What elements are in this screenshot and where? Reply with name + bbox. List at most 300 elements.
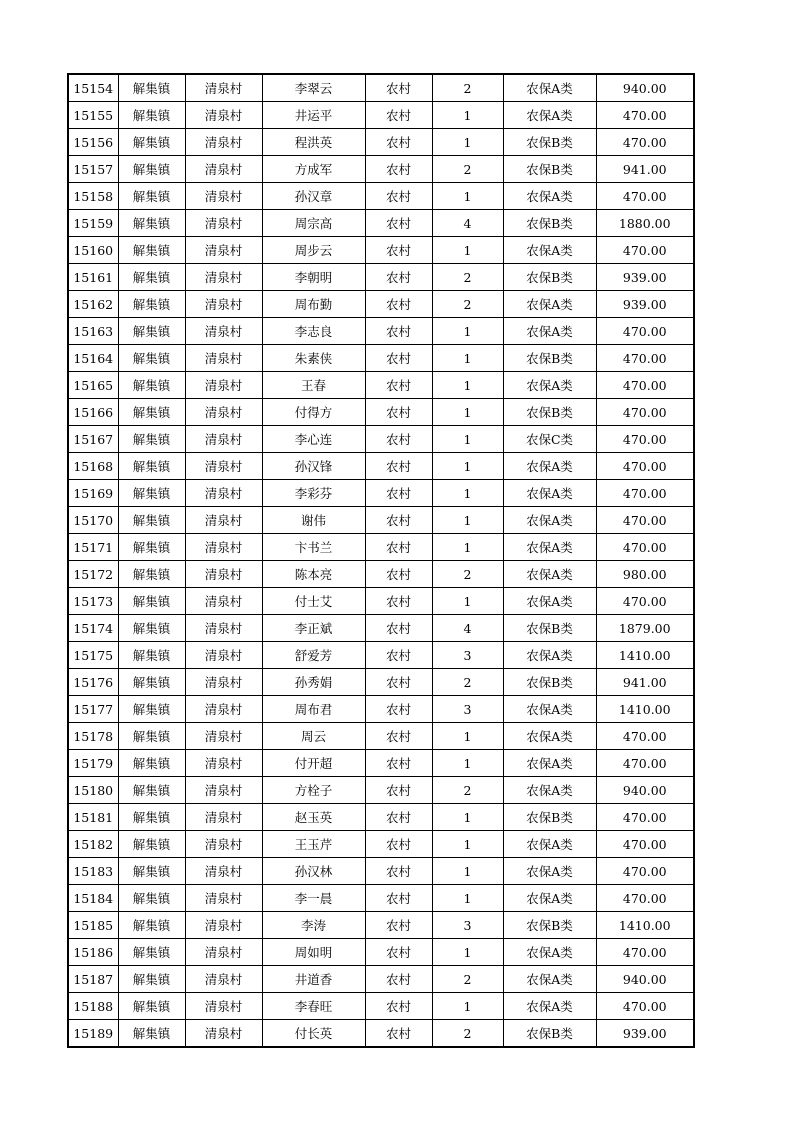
record-number-cell: 15183 bbox=[68, 858, 118, 885]
town-cell: 解集镇 bbox=[118, 696, 185, 723]
town-cell: 解集镇 bbox=[118, 804, 185, 831]
amount-cell: 940.00 bbox=[596, 777, 694, 804]
amount-cell: 470.00 bbox=[596, 480, 694, 507]
town-cell: 解集镇 bbox=[118, 1020, 185, 1048]
village-cell: 清泉村 bbox=[185, 669, 262, 696]
record-number-cell: 15180 bbox=[68, 777, 118, 804]
village-cell: 清泉村 bbox=[185, 453, 262, 480]
amount-cell: 470.00 bbox=[596, 399, 694, 426]
name-cell: 井运平 bbox=[262, 102, 365, 129]
member-count-cell: 1 bbox=[432, 480, 503, 507]
table-row bbox=[68, 156, 694, 183]
household-type-cell: 农村 bbox=[365, 507, 432, 534]
name-cell: 王春 bbox=[262, 372, 365, 399]
village-cell: 清泉村 bbox=[185, 750, 262, 777]
member-count-cell: 2 bbox=[432, 1020, 503, 1048]
insurance-category-cell: 农保B类 bbox=[503, 912, 596, 939]
member-count-cell: 2 bbox=[432, 74, 503, 102]
amount-cell: 980.00 bbox=[596, 561, 694, 588]
table-row bbox=[68, 534, 694, 561]
household-type-cell: 农村 bbox=[365, 426, 432, 453]
table-row bbox=[68, 102, 694, 129]
beneficiary-table bbox=[67, 73, 695, 1048]
insurance-category-cell: 农保A类 bbox=[503, 561, 596, 588]
amount-cell: 470.00 bbox=[596, 885, 694, 912]
household-type-cell: 农村 bbox=[365, 858, 432, 885]
amount-cell: 939.00 bbox=[596, 264, 694, 291]
insurance-category-cell: 农保A类 bbox=[503, 291, 596, 318]
name-cell: 周布勤 bbox=[262, 291, 365, 318]
amount-cell: 940.00 bbox=[596, 966, 694, 993]
name-cell: 付长英 bbox=[262, 1020, 365, 1048]
member-count-cell: 1 bbox=[432, 885, 503, 912]
table-row bbox=[68, 74, 694, 102]
amount-cell: 470.00 bbox=[596, 453, 694, 480]
household-type-cell: 农村 bbox=[365, 264, 432, 291]
member-count-cell: 1 bbox=[432, 318, 503, 345]
town-cell: 解集镇 bbox=[118, 561, 185, 588]
name-cell: 陈本亮 bbox=[262, 561, 365, 588]
name-cell: 李涛 bbox=[262, 912, 365, 939]
village-cell: 清泉村 bbox=[185, 966, 262, 993]
village-cell: 清泉村 bbox=[185, 156, 262, 183]
table-row bbox=[68, 804, 694, 831]
record-number-cell: 15189 bbox=[68, 1020, 118, 1048]
household-type-cell: 农村 bbox=[365, 345, 432, 372]
household-type-cell: 农村 bbox=[365, 561, 432, 588]
household-type-cell: 农村 bbox=[365, 1020, 432, 1048]
village-cell: 清泉村 bbox=[185, 831, 262, 858]
amount-cell: 1410.00 bbox=[596, 912, 694, 939]
amount-cell: 940.00 bbox=[596, 74, 694, 102]
town-cell: 解集镇 bbox=[118, 372, 185, 399]
name-cell: 舒爱芳 bbox=[262, 642, 365, 669]
household-type-cell: 农村 bbox=[365, 669, 432, 696]
record-number-cell: 15187 bbox=[68, 966, 118, 993]
insurance-category-cell: 农保B类 bbox=[503, 129, 596, 156]
household-type-cell: 农村 bbox=[365, 534, 432, 561]
name-cell: 朱素侠 bbox=[262, 345, 365, 372]
insurance-category-cell: 农保A类 bbox=[503, 831, 596, 858]
village-cell: 清泉村 bbox=[185, 237, 262, 264]
amount-cell: 941.00 bbox=[596, 669, 694, 696]
member-count-cell: 1 bbox=[432, 129, 503, 156]
amount-cell: 470.00 bbox=[596, 318, 694, 345]
town-cell: 解集镇 bbox=[118, 993, 185, 1020]
town-cell: 解集镇 bbox=[118, 129, 185, 156]
amount-cell: 470.00 bbox=[596, 345, 694, 372]
household-type-cell: 农村 bbox=[365, 372, 432, 399]
insurance-category-cell: 农保A类 bbox=[503, 588, 596, 615]
member-count-cell: 1 bbox=[432, 426, 503, 453]
amount-cell: 470.00 bbox=[596, 426, 694, 453]
name-cell: 程洪英 bbox=[262, 129, 365, 156]
record-number-cell: 15165 bbox=[68, 372, 118, 399]
record-number-cell: 15171 bbox=[68, 534, 118, 561]
insurance-category-cell: 农保A类 bbox=[503, 723, 596, 750]
table-row bbox=[68, 615, 694, 642]
amount-cell: 470.00 bbox=[596, 237, 694, 264]
record-number-cell: 15161 bbox=[68, 264, 118, 291]
insurance-category-cell: 农保B类 bbox=[503, 615, 596, 642]
town-cell: 解集镇 bbox=[118, 102, 185, 129]
table-row bbox=[68, 480, 694, 507]
village-cell: 清泉村 bbox=[185, 696, 262, 723]
name-cell: 周宗高 bbox=[262, 210, 365, 237]
town-cell: 解集镇 bbox=[118, 966, 185, 993]
table-row bbox=[68, 993, 694, 1020]
village-cell: 清泉村 bbox=[185, 534, 262, 561]
name-cell: 李彩芬 bbox=[262, 480, 365, 507]
household-type-cell: 农村 bbox=[365, 885, 432, 912]
town-cell: 解集镇 bbox=[118, 642, 185, 669]
insurance-category-cell: 农保A类 bbox=[503, 102, 596, 129]
amount-cell: 470.00 bbox=[596, 750, 694, 777]
village-cell: 清泉村 bbox=[185, 723, 262, 750]
town-cell: 解集镇 bbox=[118, 291, 185, 318]
village-cell: 清泉村 bbox=[185, 993, 262, 1020]
table-row bbox=[68, 561, 694, 588]
record-number-cell: 15172 bbox=[68, 561, 118, 588]
table-row bbox=[68, 129, 694, 156]
table-body bbox=[68, 74, 694, 1047]
amount-cell: 939.00 bbox=[596, 1020, 694, 1048]
household-type-cell: 农村 bbox=[365, 102, 432, 129]
insurance-category-cell: 农保A类 bbox=[503, 74, 596, 102]
table-row bbox=[68, 885, 694, 912]
town-cell: 解集镇 bbox=[118, 210, 185, 237]
amount-cell: 470.00 bbox=[596, 129, 694, 156]
record-number-cell: 15163 bbox=[68, 318, 118, 345]
table-row bbox=[68, 399, 694, 426]
name-cell: 赵玉英 bbox=[262, 804, 365, 831]
village-cell: 清泉村 bbox=[185, 912, 262, 939]
town-cell: 解集镇 bbox=[118, 156, 185, 183]
name-cell: 井道香 bbox=[262, 966, 365, 993]
name-cell: 李正斌 bbox=[262, 615, 365, 642]
record-number-cell: 15167 bbox=[68, 426, 118, 453]
amount-cell: 939.00 bbox=[596, 291, 694, 318]
town-cell: 解集镇 bbox=[118, 885, 185, 912]
member-count-cell: 1 bbox=[432, 183, 503, 210]
record-number-cell: 15158 bbox=[68, 183, 118, 210]
record-number-cell: 15168 bbox=[68, 453, 118, 480]
name-cell: 李春旺 bbox=[262, 993, 365, 1020]
table-row bbox=[68, 696, 694, 723]
record-number-cell: 15178 bbox=[68, 723, 118, 750]
town-cell: 解集镇 bbox=[118, 345, 185, 372]
village-cell: 清泉村 bbox=[185, 210, 262, 237]
amount-cell: 1879.00 bbox=[596, 615, 694, 642]
name-cell: 孙汉林 bbox=[262, 858, 365, 885]
member-count-cell: 1 bbox=[432, 507, 503, 534]
household-type-cell: 农村 bbox=[365, 291, 432, 318]
record-number-cell: 15155 bbox=[68, 102, 118, 129]
amount-cell: 470.00 bbox=[596, 507, 694, 534]
name-cell: 周云 bbox=[262, 723, 365, 750]
insurance-category-cell: 农保A类 bbox=[503, 453, 596, 480]
town-cell: 解集镇 bbox=[118, 74, 185, 102]
amount-cell: 470.00 bbox=[596, 993, 694, 1020]
member-count-cell: 1 bbox=[432, 804, 503, 831]
village-cell: 清泉村 bbox=[185, 129, 262, 156]
village-cell: 清泉村 bbox=[185, 399, 262, 426]
member-count-cell: 2 bbox=[432, 669, 503, 696]
insurance-category-cell: 农保A类 bbox=[503, 750, 596, 777]
village-cell: 清泉村 bbox=[185, 804, 262, 831]
insurance-category-cell: 农保B类 bbox=[503, 156, 596, 183]
member-count-cell: 1 bbox=[432, 750, 503, 777]
record-number-cell: 15164 bbox=[68, 345, 118, 372]
amount-cell: 470.00 bbox=[596, 183, 694, 210]
record-number-cell: 15182 bbox=[68, 831, 118, 858]
household-type-cell: 农村 bbox=[365, 966, 432, 993]
record-number-cell: 15179 bbox=[68, 750, 118, 777]
table-row bbox=[68, 912, 694, 939]
household-type-cell: 农村 bbox=[365, 480, 432, 507]
record-number-cell: 15184 bbox=[68, 885, 118, 912]
member-count-cell: 1 bbox=[432, 534, 503, 561]
amount-cell: 1880.00 bbox=[596, 210, 694, 237]
record-number-cell: 15154 bbox=[68, 74, 118, 102]
amount-cell: 1410.00 bbox=[596, 642, 694, 669]
household-type-cell: 农村 bbox=[365, 993, 432, 1020]
town-cell: 解集镇 bbox=[118, 588, 185, 615]
name-cell: 付得方 bbox=[262, 399, 365, 426]
member-count-cell: 1 bbox=[432, 858, 503, 885]
member-count-cell: 1 bbox=[432, 453, 503, 480]
table-row bbox=[68, 291, 694, 318]
village-cell: 清泉村 bbox=[185, 1020, 262, 1048]
record-number-cell: 15156 bbox=[68, 129, 118, 156]
village-cell: 清泉村 bbox=[185, 939, 262, 966]
table-row bbox=[68, 858, 694, 885]
table-row bbox=[68, 183, 694, 210]
town-cell: 解集镇 bbox=[118, 534, 185, 561]
insurance-category-cell: 农保A类 bbox=[503, 939, 596, 966]
insurance-category-cell: 农保A类 bbox=[503, 480, 596, 507]
name-cell: 付开超 bbox=[262, 750, 365, 777]
town-cell: 解集镇 bbox=[118, 318, 185, 345]
household-type-cell: 农村 bbox=[365, 74, 432, 102]
table-row bbox=[68, 750, 694, 777]
member-count-cell: 1 bbox=[432, 993, 503, 1020]
amount-cell: 470.00 bbox=[596, 939, 694, 966]
household-type-cell: 农村 bbox=[365, 210, 432, 237]
village-cell: 清泉村 bbox=[185, 561, 262, 588]
town-cell: 解集镇 bbox=[118, 750, 185, 777]
village-cell: 清泉村 bbox=[185, 885, 262, 912]
insurance-category-cell: 农保A类 bbox=[503, 885, 596, 912]
member-count-cell: 1 bbox=[432, 237, 503, 264]
table-row bbox=[68, 372, 694, 399]
household-type-cell: 农村 bbox=[365, 318, 432, 345]
insurance-category-cell: 农保B类 bbox=[503, 345, 596, 372]
member-count-cell: 1 bbox=[432, 345, 503, 372]
town-cell: 解集镇 bbox=[118, 669, 185, 696]
village-cell: 清泉村 bbox=[185, 74, 262, 102]
village-cell: 清泉村 bbox=[185, 102, 262, 129]
village-cell: 清泉村 bbox=[185, 183, 262, 210]
record-number-cell: 15181 bbox=[68, 804, 118, 831]
household-type-cell: 农村 bbox=[365, 696, 432, 723]
member-count-cell: 2 bbox=[432, 291, 503, 318]
amount-cell: 470.00 bbox=[596, 588, 694, 615]
member-count-cell: 1 bbox=[432, 939, 503, 966]
amount-cell: 470.00 bbox=[596, 858, 694, 885]
member-count-cell: 1 bbox=[432, 723, 503, 750]
insurance-category-cell: 农保A类 bbox=[503, 858, 596, 885]
member-count-cell: 4 bbox=[432, 210, 503, 237]
household-type-cell: 农村 bbox=[365, 156, 432, 183]
insurance-category-cell: 农保A类 bbox=[503, 372, 596, 399]
insurance-category-cell: 农保B类 bbox=[503, 264, 596, 291]
member-count-cell: 2 bbox=[432, 777, 503, 804]
town-cell: 解集镇 bbox=[118, 264, 185, 291]
town-cell: 解集镇 bbox=[118, 426, 185, 453]
name-cell: 孙汉章 bbox=[262, 183, 365, 210]
name-cell: 李心连 bbox=[262, 426, 365, 453]
name-cell: 谢伟 bbox=[262, 507, 365, 534]
table-row bbox=[68, 453, 694, 480]
town-cell: 解集镇 bbox=[118, 939, 185, 966]
town-cell: 解集镇 bbox=[118, 777, 185, 804]
village-cell: 清泉村 bbox=[185, 345, 262, 372]
insurance-category-cell: 农保B类 bbox=[503, 669, 596, 696]
village-cell: 清泉村 bbox=[185, 426, 262, 453]
amount-cell: 470.00 bbox=[596, 102, 694, 129]
member-count-cell: 2 bbox=[432, 156, 503, 183]
insurance-category-cell: 农保A类 bbox=[503, 183, 596, 210]
insurance-category-cell: 农保A类 bbox=[503, 993, 596, 1020]
record-number-cell: 15185 bbox=[68, 912, 118, 939]
name-cell: 周步云 bbox=[262, 237, 365, 264]
household-type-cell: 农村 bbox=[365, 831, 432, 858]
amount-cell: 470.00 bbox=[596, 831, 694, 858]
table-row bbox=[68, 426, 694, 453]
village-cell: 清泉村 bbox=[185, 507, 262, 534]
table-row bbox=[68, 507, 694, 534]
member-count-cell: 3 bbox=[432, 642, 503, 669]
record-number-cell: 15170 bbox=[68, 507, 118, 534]
village-cell: 清泉村 bbox=[185, 372, 262, 399]
household-type-cell: 农村 bbox=[365, 750, 432, 777]
household-type-cell: 农村 bbox=[365, 183, 432, 210]
town-cell: 解集镇 bbox=[118, 831, 185, 858]
member-count-cell: 3 bbox=[432, 696, 503, 723]
insurance-category-cell: 农保A类 bbox=[503, 237, 596, 264]
table-row bbox=[68, 1020, 694, 1048]
village-cell: 清泉村 bbox=[185, 480, 262, 507]
member-count-cell: 2 bbox=[432, 966, 503, 993]
table-row bbox=[68, 669, 694, 696]
name-cell: 孙汉锋 bbox=[262, 453, 365, 480]
table-row bbox=[68, 210, 694, 237]
member-count-cell: 1 bbox=[432, 102, 503, 129]
table-row bbox=[68, 723, 694, 750]
household-type-cell: 农村 bbox=[365, 723, 432, 750]
name-cell: 李志良 bbox=[262, 318, 365, 345]
town-cell: 解集镇 bbox=[118, 237, 185, 264]
name-cell: 李一晨 bbox=[262, 885, 365, 912]
insurance-category-cell: 农保A类 bbox=[503, 966, 596, 993]
household-type-cell: 农村 bbox=[365, 939, 432, 966]
town-cell: 解集镇 bbox=[118, 858, 185, 885]
member-count-cell: 2 bbox=[432, 264, 503, 291]
household-type-cell: 农村 bbox=[365, 453, 432, 480]
record-number-cell: 15166 bbox=[68, 399, 118, 426]
household-type-cell: 农村 bbox=[365, 615, 432, 642]
amount-cell: 470.00 bbox=[596, 372, 694, 399]
name-cell: 周布君 bbox=[262, 696, 365, 723]
village-cell: 清泉村 bbox=[185, 858, 262, 885]
record-number-cell: 15162 bbox=[68, 291, 118, 318]
member-count-cell: 1 bbox=[432, 372, 503, 399]
household-type-cell: 农村 bbox=[365, 237, 432, 264]
member-count-cell: 1 bbox=[432, 588, 503, 615]
insurance-category-cell: 农保A类 bbox=[503, 507, 596, 534]
name-cell: 李朝明 bbox=[262, 264, 365, 291]
village-cell: 清泉村 bbox=[185, 318, 262, 345]
record-number-cell: 15169 bbox=[68, 480, 118, 507]
household-type-cell: 农村 bbox=[365, 804, 432, 831]
table-row bbox=[68, 939, 694, 966]
member-count-cell: 1 bbox=[432, 831, 503, 858]
member-count-cell: 4 bbox=[432, 615, 503, 642]
insurance-category-cell: 农保B类 bbox=[503, 804, 596, 831]
household-type-cell: 农村 bbox=[365, 642, 432, 669]
town-cell: 解集镇 bbox=[118, 615, 185, 642]
town-cell: 解集镇 bbox=[118, 912, 185, 939]
town-cell: 解集镇 bbox=[118, 723, 185, 750]
amount-cell: 1410.00 bbox=[596, 696, 694, 723]
amount-cell: 470.00 bbox=[596, 804, 694, 831]
record-number-cell: 15186 bbox=[68, 939, 118, 966]
household-type-cell: 农村 bbox=[365, 399, 432, 426]
name-cell: 王玉芹 bbox=[262, 831, 365, 858]
record-number-cell: 15159 bbox=[68, 210, 118, 237]
table-row bbox=[68, 345, 694, 372]
village-cell: 清泉村 bbox=[185, 777, 262, 804]
table-row bbox=[68, 831, 694, 858]
insurance-category-cell: 农保B类 bbox=[503, 1020, 596, 1048]
name-cell: 李翠云 bbox=[262, 74, 365, 102]
village-cell: 清泉村 bbox=[185, 642, 262, 669]
name-cell: 付士艾 bbox=[262, 588, 365, 615]
name-cell: 方成军 bbox=[262, 156, 365, 183]
table-row bbox=[68, 318, 694, 345]
town-cell: 解集镇 bbox=[118, 453, 185, 480]
insurance-category-cell: 农保A类 bbox=[503, 777, 596, 804]
insurance-category-cell: 农保A类 bbox=[503, 642, 596, 669]
household-type-cell: 农村 bbox=[365, 912, 432, 939]
record-number-cell: 15160 bbox=[68, 237, 118, 264]
amount-cell: 470.00 bbox=[596, 534, 694, 561]
household-type-cell: 农村 bbox=[365, 588, 432, 615]
member-count-cell: 3 bbox=[432, 912, 503, 939]
insurance-category-cell: 农保B类 bbox=[503, 210, 596, 237]
household-type-cell: 农村 bbox=[365, 129, 432, 156]
village-cell: 清泉村 bbox=[185, 291, 262, 318]
village-cell: 清泉村 bbox=[185, 615, 262, 642]
village-cell: 清泉村 bbox=[185, 264, 262, 291]
table-row bbox=[68, 966, 694, 993]
household-type-cell: 农村 bbox=[365, 777, 432, 804]
name-cell: 孙秀娟 bbox=[262, 669, 365, 696]
record-number-cell: 15177 bbox=[68, 696, 118, 723]
table-row bbox=[68, 642, 694, 669]
town-cell: 解集镇 bbox=[118, 399, 185, 426]
